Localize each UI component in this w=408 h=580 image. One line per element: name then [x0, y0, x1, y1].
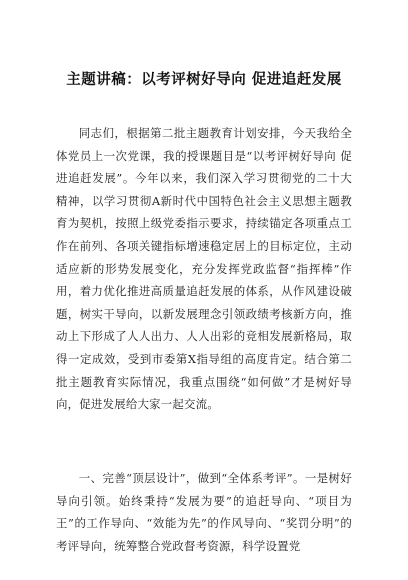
- paragraph-opening: 同志们，根据第二批主题教育计划安排，今天我给全体党员上一次党课，我的授课题目是“以考评树好导向 促进追赶发展”。今年以来，我们深入学习贯彻党的二十大精神，以学习贯彻A新时代中国特色社会主义思想主题教育为契机，按照上级党委指示要求，持续锚定各项重点工作在前列、各项关键指标增速稳定居上的目标定位，主动适应新的形势发展变化，充分发挥党政监督“指挥棒”作用，着力优化推进高质量追赶发展的体系，从作风建设破题，树实干导向，以新发展理念引领政绩考核新方向，推动上下形成了人人出力、人人出彩的竞相发展新格局，取得一定成效，受到市委第X指导组的高度肯定。结合第二批主题教育实际情况，我重点围绕“如何做”才是树好导向，促进发展给大家一起交流。: [56, 126, 352, 412]
- paragraph-section-one: 一、完善“顶层设计”，做到“全体系考评”。一是树好导向引领。始终秉持“发展为要”的追赶导向、“项目为王”的工作导向、“效能为先”的作风导向、“奖罚分明”的考评导向，统筹整合党政督考资源，科学设置党: [56, 471, 352, 553]
- document-title: 主题讲稿：以考评树好导向 促进追赶发展: [66, 72, 342, 88]
